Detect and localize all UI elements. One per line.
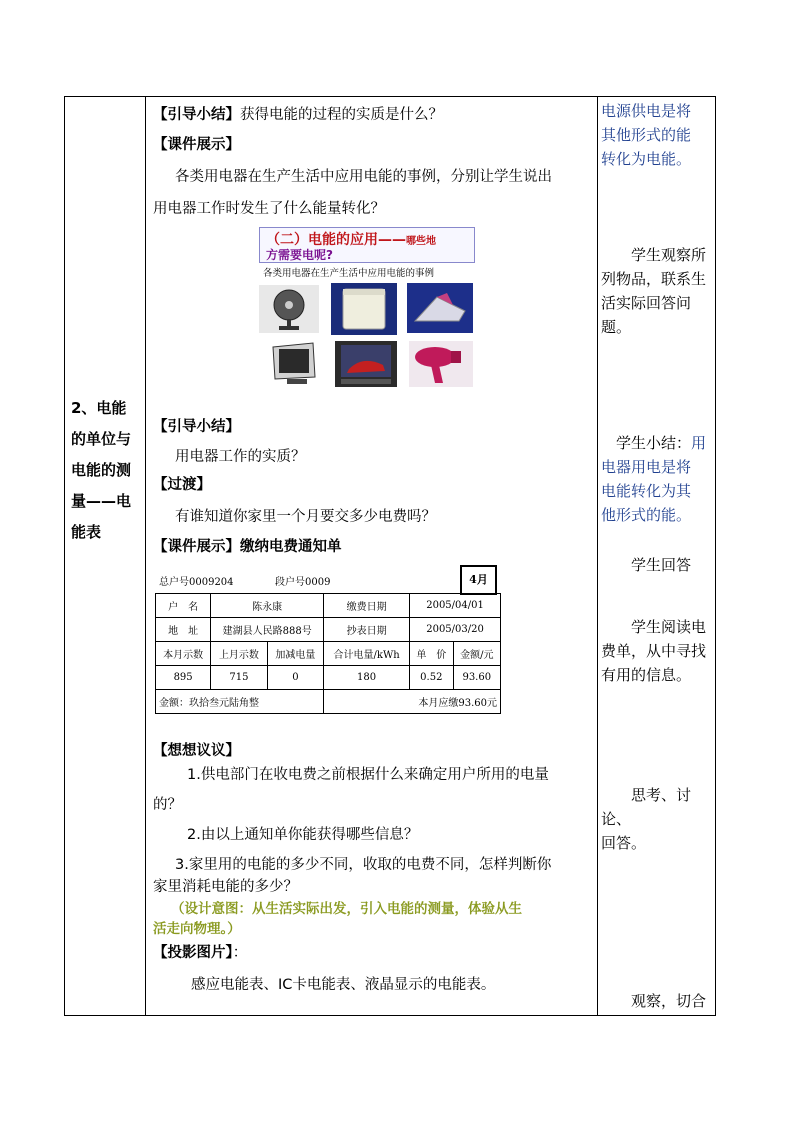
electricity-bill <box>155 565 501 720</box>
tag: 【课件展示】 <box>153 539 240 555</box>
paragraph-line: 感应电能表、IC卡电能表、液晶显示的电能表。 <box>191 977 496 993</box>
bill-account: 总户号0009204 <box>159 577 234 588</box>
paragraph-line: 3.家里用的电能的多少不同，收取的电费不同，怎样判断你 <box>175 857 552 873</box>
cell: 合计电量/kWh <box>324 642 410 666</box>
bill-segment: 段户号0009 <box>275 577 331 588</box>
design-intent-2: 活走向物理。） <box>153 921 241 937</box>
column-divider <box>145 97 146 1015</box>
cell: 93.60 <box>453 666 500 690</box>
transition-tag: 【过渡】 <box>153 477 211 493</box>
cell: 上月示数 <box>211 642 267 666</box>
discuss-tag: 【想想议议】 <box>153 743 240 759</box>
projection-tag <box>153 941 247 962</box>
paragraph-line: 的？ <box>153 797 182 813</box>
cell: 抄表日期 <box>324 618 410 642</box>
text: ： <box>232 945 248 961</box>
tag: 【引导小结】 <box>153 107 240 123</box>
topic-column <box>65 97 145 1015</box>
slide-title-text: （二）电能的应用——哪些地 <box>266 232 436 248</box>
paragraph-line: 2.由以上通知单你能获得哪些信息？ <box>187 827 419 843</box>
courseware-tag: 【课件展示】 <box>153 137 240 153</box>
student-note-5: 学生阅读电 费单，从中寻找 有用的信息。 <box>601 618 707 684</box>
student-column <box>599 97 711 1015</box>
paragraph-line: 有谁知道你家里一个月要交多少电费吗？ <box>175 509 436 525</box>
student-note-2: 学生观察所 列物品，联系生 活实际回答问 题。 <box>601 246 707 336</box>
cell: 加减电量 <box>267 642 323 666</box>
lesson-table <box>64 96 716 1016</box>
slide-title <box>259 227 475 263</box>
guide-summary-2: 【引导小结】 <box>153 419 240 435</box>
cell: 895 <box>156 666 211 690</box>
bill-table <box>155 593 501 714</box>
cell: 2005/04/01 <box>410 594 501 618</box>
slide-subtitle: 各类用电器在生产生活中应用电能的事例 <box>263 268 435 279</box>
paragraph-line: 1.供电部门在收电费之前根据什么来确定用户所用的电量 <box>187 767 549 783</box>
paragraph-line: 家里消耗电能的多少？ <box>153 879 298 895</box>
iron-image <box>407 283 473 333</box>
design-intent: （设计意图：从生活实际出发，引入电能的测量，体验从生 <box>171 901 522 917</box>
tag: 【投影图片】 <box>153 945 233 961</box>
text: 缴纳电费通知单 <box>240 539 342 555</box>
guide-summary-1 <box>153 103 443 124</box>
cell: 户 名 <box>156 594 211 618</box>
paragraph-line: 用电器工作的实质？ <box>175 449 306 465</box>
cell: 金额/元 <box>453 642 500 666</box>
cell: 单 价 <box>410 642 453 666</box>
cell: 本月应缴93.60元 <box>324 690 501 714</box>
student-note-7: 观察，切合 <box>601 992 707 1010</box>
cell: 2005/03/20 <box>410 618 501 642</box>
cell: 180 <box>324 666 410 690</box>
bill-month: 4月 <box>460 565 497 595</box>
cell: 0 <box>267 666 323 690</box>
text: 获得电能的过程的实质是什么？ <box>240 107 443 123</box>
cell: 缴费日期 <box>324 594 410 618</box>
cell: 建湖县人民路888号 <box>211 618 324 642</box>
cell: 715 <box>211 666 267 690</box>
paragraph-line: 各类用电器在生产生活中应用电能的事例，分别让学生说出 <box>175 169 552 185</box>
student-note-1: 电源供电是将 其他形式的能 转化为电能。 <box>601 102 692 168</box>
fan-image <box>259 285 319 333</box>
student-note-3: 学生小结：用 电器用电是将 电能转化为其 他形式的能。 <box>601 434 707 524</box>
cell: 金额：玖拾叁元陆角整 <box>156 690 324 714</box>
teaching-column <box>147 97 595 1015</box>
monitor-image <box>267 341 329 387</box>
cooker-image <box>331 283 397 335</box>
student-note-4: 学生回答 <box>601 556 692 574</box>
cell: 本月示数 <box>156 642 211 666</box>
cell: 地 址 <box>156 618 211 642</box>
cell: 0.52 <box>410 666 453 690</box>
hairdryer-image <box>409 341 473 387</box>
cell: 陈永康 <box>211 594 324 618</box>
slide-title-text-2: 方需要电呢? <box>266 248 333 262</box>
paragraph-line: 用电器工作时发生了什么能量转化？ <box>153 201 385 217</box>
appliance-slide <box>259 227 479 389</box>
column-divider <box>597 97 598 1015</box>
topic-title: 2、电能的单位与电能的测量——电能表 <box>71 399 132 541</box>
student-note-6: 思考、讨论、 回答。 <box>601 786 692 852</box>
tv-image <box>335 341 397 387</box>
courseware-tag-2 <box>153 535 342 556</box>
